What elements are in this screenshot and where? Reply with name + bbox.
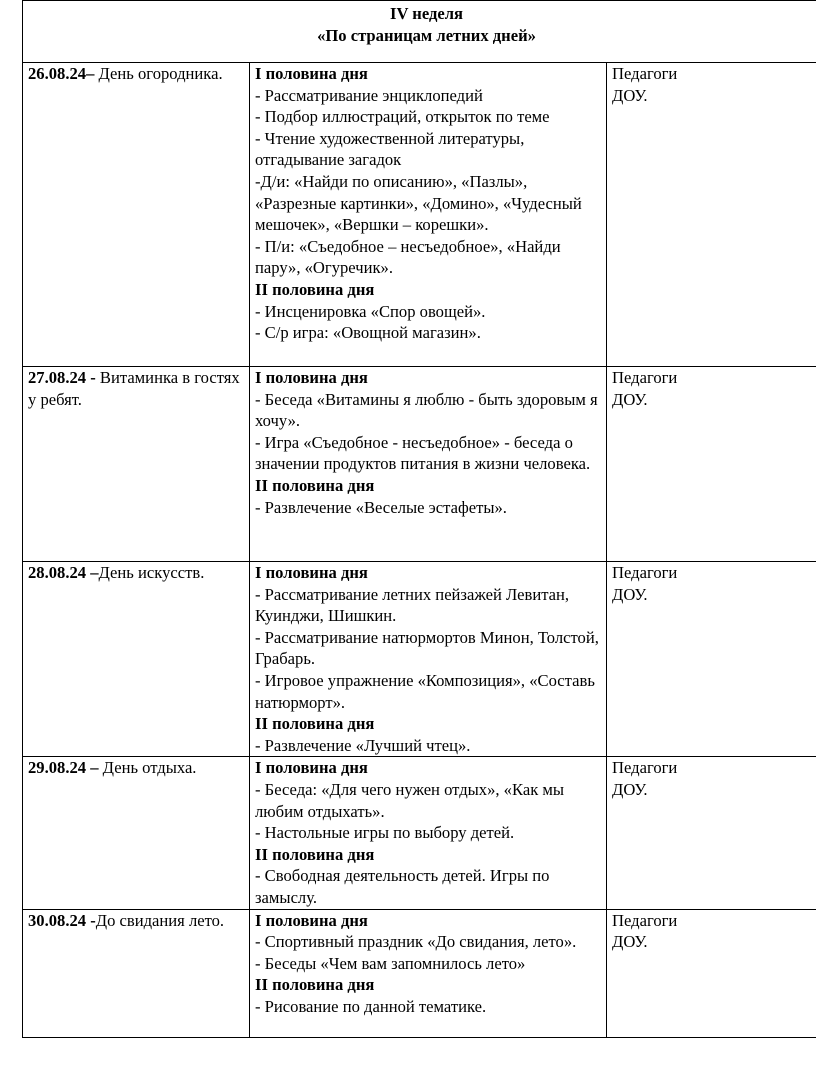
activity-item: - Настольные игры по выбору детей.: [255, 823, 515, 843]
responsible-line: Педагоги: [612, 563, 678, 582]
responsible-cell: [607, 63, 816, 367]
responsible-cell: [607, 757, 816, 909]
week-label: IV неделя: [389, 4, 464, 23]
activity-item: - Беседа: «Для чего нужен отдых», «Как мы любим отдыхать».: [255, 779, 565, 821]
activity-item: - П/и: «Съедобное – несъедобное», «Найди пару», «Огуречик».: [255, 236, 561, 278]
table-row: [23, 367, 816, 562]
first-half-label: I половина дня: [255, 910, 368, 930]
activity-item: - Подбор иллюстраций, открыток по теме: [255, 107, 550, 127]
table-row: [23, 63, 816, 367]
day-theme: До свидания лето.: [95, 910, 225, 930]
table-header-cell: [23, 1, 816, 63]
responsible-line: ДОУ.: [612, 932, 648, 952]
week-plan-table: [22, 0, 816, 1038]
day-cell: [23, 757, 250, 909]
activity-item: - Рассматривание натюрмортов Минон, Толстой, Грабарь.: [255, 627, 599, 669]
responsible-cell: [607, 909, 816, 1037]
day-theme: День огородника.: [94, 64, 223, 83]
day-theme: День искусств.: [98, 563, 205, 582]
activity-item: - Рассматривание энциклопедий: [255, 85, 483, 105]
activities-cell: [250, 63, 607, 367]
activity-item: -Д/и: «Найди по описанию», «Пазлы», «Разрезные картинки», «Домино», «Чудесный мешочек», «Вершки – корешки».: [255, 171, 582, 235]
activities-cell: [250, 367, 607, 562]
activity-item: - Беседа «Витамины я люблю - быть здоровым я хочу».: [255, 389, 598, 431]
day-date: 28.08.24 –: [28, 563, 99, 582]
day-date: 30.08.24 -: [28, 910, 96, 930]
responsible-line: ДОУ.: [612, 584, 648, 604]
responsible-line: Педагоги: [612, 64, 678, 83]
activity-item: - С/р игра: «Овощной магазин».: [255, 323, 481, 343]
activity-item: - Игра «Съедобное - несъедобное» - беседа о значении продуктов питания в жизни человека.: [255, 432, 591, 474]
activity-item: - Игровое упражнение «Композиция», «Составь натюрморт».: [255, 670, 595, 712]
day-date: 27.08.24 -: [28, 368, 96, 387]
table-row: [23, 562, 816, 757]
activities-cell: [250, 909, 607, 1037]
responsible-line: Педагоги: [612, 758, 678, 778]
responsible-line: ДОУ.: [612, 85, 648, 105]
second-half-label: II половина дня: [255, 279, 375, 299]
second-half-label: II половина дня: [255, 475, 375, 495]
table-header-row: [23, 1, 816, 63]
responsible-line: Педагоги: [612, 368, 678, 387]
activity-item: - Инсценировка «Спор овощей».: [255, 301, 486, 321]
activity-item: - Рассматривание летних пейзажей Левитан, Куинджи, Шишкин.: [255, 584, 570, 626]
second-half-label: II половина дня: [255, 714, 375, 734]
day-cell: [23, 909, 250, 1037]
first-half-label: I половина дня: [255, 64, 368, 83]
day-theme: День отдыха.: [98, 758, 197, 778]
day-theme: Витаминка в гостях у ребят.: [28, 368, 240, 409]
week-title: «По страницам летних дней»: [317, 25, 536, 45]
responsible-cell: [607, 562, 816, 757]
responsible-line: Педагоги: [612, 910, 678, 930]
activity-item: - Развлечение «Лучший чтец».: [255, 735, 471, 755]
activities-cell: [250, 562, 607, 757]
day-cell: [23, 63, 250, 367]
table-row: [23, 909, 816, 1037]
activity-item: - Развлечение «Веселые эстафеты».: [255, 497, 507, 517]
second-half-label: II половина дня: [255, 975, 375, 995]
activity-item: - Свободная деятельность детей. Игры по замыслу.: [255, 866, 550, 907]
first-half-label: I половина дня: [255, 368, 368, 387]
day-cell: [23, 367, 250, 562]
activity-item: - Чтение художественной литературы, отгадывание загадок: [255, 128, 525, 170]
responsible-line: ДОУ.: [612, 389, 648, 409]
day-date: 26.08.24–: [28, 64, 95, 83]
second-half-label: II половина дня: [255, 844, 375, 864]
responsible-cell: [607, 367, 816, 562]
day-date: 29.08.24 –: [28, 758, 99, 778]
responsible-line: ДОУ.: [612, 779, 648, 799]
first-half-label: I половина дня: [255, 758, 368, 778]
activity-item: - Беседы «Чем вам запомнилось лето»: [255, 953, 526, 973]
activities-cell: [250, 757, 607, 909]
activity-item: - Рисование по данной тематике.: [255, 996, 487, 1016]
table-row: [23, 757, 816, 909]
activity-item: - Спортивный праздник «До свидания, лето».: [255, 932, 577, 952]
day-cell: [23, 562, 250, 757]
first-half-label: I половина дня: [255, 563, 368, 582]
